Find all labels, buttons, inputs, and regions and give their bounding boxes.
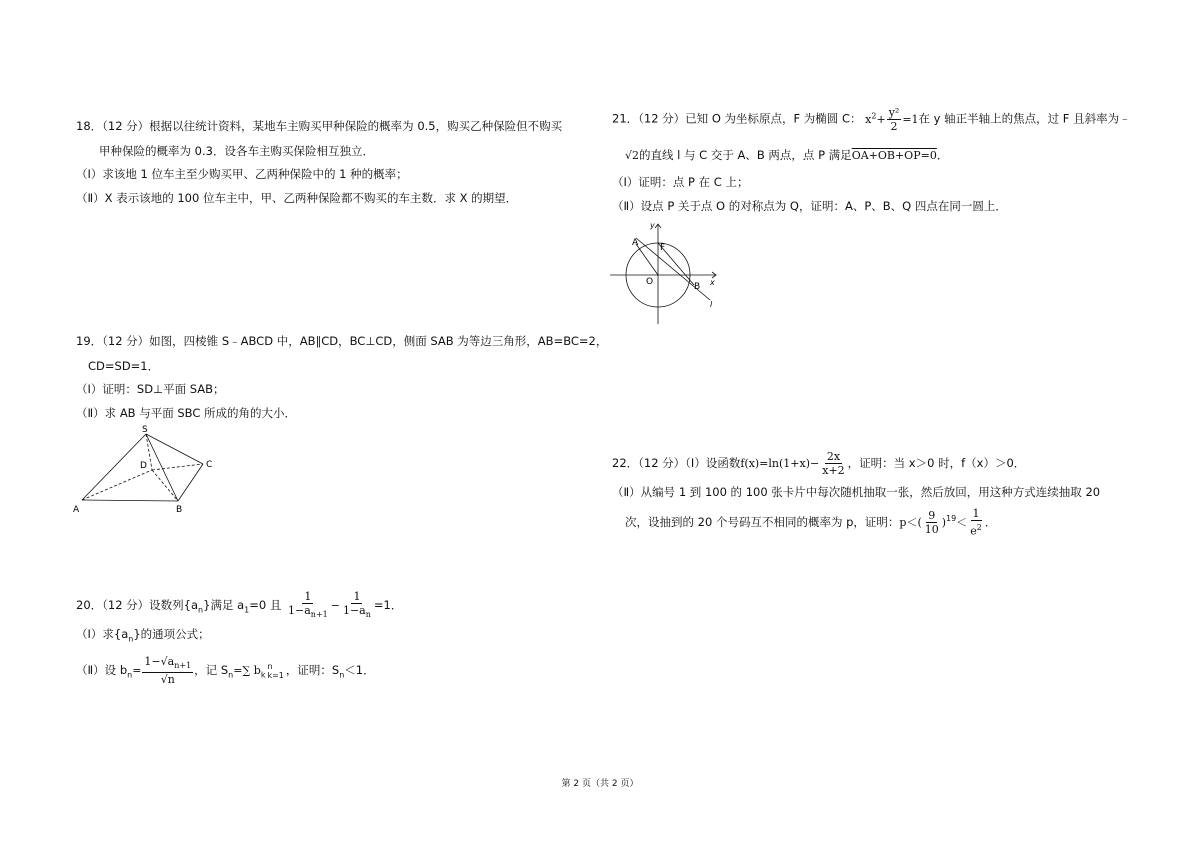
sum-limits: n k=1 (267, 661, 284, 680)
q20-part2: （Ⅱ）设 $b_n=$ $\frac{1-√a_{n+1}}{√n}$ ，记 $S_n=\sum$ $b_k$ n k=1 ，证明：$S_n<1$． (76, 655, 375, 687)
question-19 (76, 333, 607, 421)
label-b: B (694, 282, 701, 292)
label-l: l (710, 300, 713, 309)
circle-figure (606, 218, 726, 328)
edge-sa (82, 434, 146, 500)
edge-bc (178, 464, 203, 501)
q19-line1: 19．（12 分）如图，四棱锥 S﹣ABCD 中，AB∥CD，BC⊥CD，侧面 SAB 为等边三角形，AB=BC=2， (76, 334, 608, 348)
q18-part2: （Ⅱ）X 表示该地的 100 位车主中，甲、乙两种保险都不购买的车主数．求 X 的期望． (76, 191, 518, 205)
q22-part2-line2: 次，设抽到的 20 个号码互不相同的概率为 p，证明：p＜( $\frac{9}{10}$ )$^{19}$＜ $\frac{1}{e^2}$ ． (625, 507, 997, 538)
q22-line1: 22．（12 分）（Ⅰ）设函数f(x)=ln(1+x)− $\frac{2x}{x+2}$ ，证明：当 x＞0 时，f（x）＞0． (612, 450, 1026, 477)
q19-part2: （Ⅱ）求 AB 与平面 SBC 所成的角的大小． (76, 406, 297, 420)
q19-line2: CD=SD=1． (88, 359, 160, 373)
q20-frac1: $\frac{1}{1-a_{n+1}}$ (288, 590, 328, 620)
ellipse-equation: $x^2+$ $\frac{\text{y²}}{2}$ =1 (865, 106, 919, 133)
q18-part1: （Ⅰ）求该地 1 位车主至少购买甲、乙两种保险中的 1 种的概率； (76, 167, 408, 181)
q21-line2: √2的直线 l 与 C 交于 A、B 两点，点 P 满足OA+OB+OP=0． (625, 148, 949, 162)
q21-line1: 21．（12 分）已知 O 为坐标原点，F 为椭圆 C： $x^2+$ $\frac{\text{y²}}{2}$ =1在 y 轴正半轴上的焦点，过 F 且斜率为﹣ (612, 106, 1131, 133)
page-footer: 第 2 页（共 2 页） (561, 779, 639, 789)
edge-sc (146, 434, 203, 464)
q20-part1: （Ⅰ）求$\{a_n\}$的通项公式； (76, 627, 210, 644)
question-18 (76, 118, 562, 206)
pyramid-figure (70, 420, 230, 520)
q22-frac: $\frac{2x}{x+2}$ (822, 450, 845, 477)
edge-ad (82, 470, 152, 500)
label-y: y (650, 221, 655, 230)
q21-part2: （Ⅱ）设点 P 关于点 O 的对称点为 Q，证明：A、P、B、Q 四点在同一圆上． (612, 199, 1007, 213)
label-o: O (646, 277, 654, 287)
label-s: S (142, 425, 148, 435)
q21-part1: （Ⅰ）证明：点 P 在 C 上； (612, 175, 749, 189)
q20-bn-frac: $\frac{1-√a_{n+1}}{√n}$ (144, 655, 192, 687)
segment-ao (636, 244, 658, 275)
q18-line1: 18．（12 分）根据以往统计资料，某地车主购买甲种保险的概率为 0.5，购买乙种保险但不购买 (76, 119, 563, 133)
label-f: F (660, 243, 666, 253)
q22-frac-9-10: $\frac{9}{10}$ (924, 508, 939, 536)
label-c: C (206, 460, 213, 470)
q20-frac2: $\frac{1}{1-a_n}$ (342, 590, 371, 620)
edge-ab (82, 500, 178, 501)
q18-line2: 甲种保险的概率为 0.3．设各车主购买保险相互独立． (99, 144, 374, 158)
edge-dc (152, 464, 203, 470)
label-x: x (710, 278, 715, 287)
q22-part2-line1: （Ⅱ）从编号 1 到 100 的 100 张卡片中每次随机抽取一张，然后放回，用这种方式连续抽取 20 (612, 485, 1101, 499)
label-b: B (176, 505, 183, 515)
label-d: D (140, 461, 147, 471)
q19-part1: （Ⅰ）证明：SD⊥平面 SAB； (76, 382, 225, 396)
q20-line1: 20．（12 分）设数列$\{a_n\}$满足 $a_1=0$ 且 $\frac{1}{1-a_{n+1}}$ − $\frac{1}{1-a_n}$ =1． (76, 590, 403, 620)
q22-frac-e: $\frac{1}{e^2}$ (970, 507, 982, 538)
label-a: A (632, 238, 639, 248)
label-a: A (73, 505, 80, 515)
